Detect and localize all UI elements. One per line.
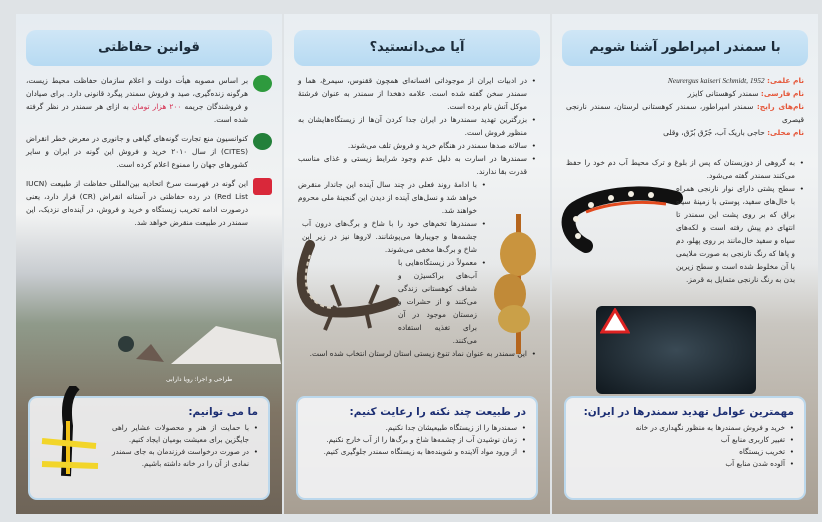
panel-conservation-laws	[16, 14, 282, 514]
scientific-name-row	[566, 74, 804, 87]
list-item: • سمندرها در اسارت به دلیل عدم وجود شرایط زیستی و غذای مناسب قدرت بقا ندارند.	[298, 152, 536, 178]
box-title: ما می توانیم:	[188, 406, 258, 418]
warning-sign-icon	[600, 308, 630, 334]
nature-tips-box	[296, 396, 538, 500]
field-value: سمندر امپراطور، سمندر کوهستانی لرستان، سمندر نارنجی قیصری	[566, 102, 804, 124]
list-item: • معمولاً در زیستگاه‌هایی با آب‌های براکسیژن و شفاف کوهستانی زندگی می‌کنند و از حشرات و زمستان موجود در آن برای تغذیه استفاده می‌کنند.	[398, 256, 486, 347]
field-label: نام‌های رایج:	[756, 102, 804, 111]
box-list	[40, 422, 258, 470]
list-item: • سالانه صدها سمندر در هنگام خرید و فروش تلف می‌شوند.	[298, 139, 536, 152]
list-item: • از ورود مواد آلاینده و شوینده‌ها به زیستگاه سمندر جلوگیری کنیم.	[308, 446, 526, 458]
law-text: این گونه در فهرست سرخ اتحادیه بین‌المللی حفاظت از طبیعت (IUCN Red List) در رده حفاظتی در آستانه انقراض (CR) قرار دارد، یعنی درصورت ادامه تخریب زیستگاه و خرید و فروش، در آینده‌ای نزدیک، این سمندر در طبیعت منقرض خواهد شد.	[26, 179, 248, 227]
iucn-red-list-logo-icon	[253, 178, 272, 195]
law-text: به ازای هر سمندر در نظر گرفته شده است.	[26, 102, 248, 124]
box-list	[576, 422, 794, 470]
field-value: حاجی باریک آب، جُرّق بُرّق، وقلی	[663, 128, 765, 137]
field-label: نام فارسی:	[760, 89, 804, 98]
panel-meet-emperor-newt	[552, 14, 818, 514]
tent-photo	[96, 304, 282, 374]
law-item	[26, 74, 272, 126]
list-item: • تخریب زیستگاه	[576, 446, 794, 458]
we-can-box	[28, 396, 270, 500]
design-credit: طراحی و اجرا: رویا دارابی	[166, 376, 233, 383]
threats-box	[564, 396, 806, 500]
list-item: • خرید و فروش سمندرها به منظور نگهداری در خانه	[576, 422, 794, 434]
list-item: • به گروهی از دوزیستان که پس از بلوغ و ترک محیط آب دم خود را حفظ می‌کنند سمندر گفته می‌شود.	[566, 156, 804, 182]
box-title: در طبیعت چند نکته را رعایت کنیم:	[349, 406, 526, 418]
environment-org-logo-icon	[253, 75, 272, 92]
facts-list	[298, 74, 536, 360]
list-item: • با ادامهٔ روند فعلی در چند سال آینده این جاندار منقرض خواهد شد و نسل‌های آینده از دیدن این گنجینهٔ ملی محروم خواهند شد.	[298, 178, 486, 217]
list-item: • سمندرها را از زیستگاه طبیعیشان جدا نکنیم.	[308, 422, 526, 434]
list-item: • این سمندر به عنوان نماد تنوع زیستی استان لرستان انتخاب شده است.	[298, 347, 536, 360]
panel-title: قوانین حفاظتی	[26, 30, 272, 66]
list-item: • با حمایت از هنر و محصولات عشایر راهی جایگزین برای معیشت بومیان ایجاد کنیم.	[112, 422, 258, 446]
list-item: • در ادبیات ایران از موجوداتی افسانه‌ای همچون ققنوس، سیمرغ، هما و سمندر سخن گفته شده است. علامه دهخدا از سمندر به عنوان فرشتهٔ موکل آتش نام برده است.	[298, 74, 536, 113]
list-item: • سطح پشتی دارای نوار نارنجی همراه با خال‌های سفید، پوستی با زمینهٔ سیاه براق که بر روی پشت این سمندر تا انتهای دم پیش رفته است و لکه‌های سیاه و سفید خال‌مانند بر روی پهلو، دم و پاها که رنگ نارنجی به صورت ملایمی با آن مخلوط شده است و سطح زیرین بدن به رنگ نارنجی متمایل به قرمز.	[676, 182, 804, 286]
list-item: • تغییر کاربری منابع آب	[576, 434, 794, 446]
panel-did-you-know	[284, 14, 550, 514]
list-item: • زمان نوشیدن آب از چشمه‌ها شاخ و برگ‌ها را از آب خارج نکنیم.	[308, 434, 526, 446]
description-list	[566, 156, 804, 286]
list-item: • در صورت درخواست فرزندمان به جای سمندر نمادی از آن را در خانه داشته باشیم.	[112, 446, 258, 470]
law-text: بر اساس مصوبه هیأت دولت و اعلام سازمان حفاظت محیط زیست، هرگونه زنده‌گیری، صید و فروش سمندر پیگرد قانونی دارد. برای صیادان و فروشندگان جریمه	[26, 76, 248, 111]
law-item	[26, 177, 272, 229]
field-value: سمندر کوهستانی کایزر	[687, 89, 759, 98]
panel-title: با سمندر امپراطور آشنا شویم	[562, 30, 808, 66]
cites-logo-icon	[253, 133, 272, 150]
local-name-row	[566, 126, 804, 139]
field-label: نام محلی:	[767, 128, 804, 137]
box-title: مهمترین عوامل تهدید سمندرها در ایران:	[583, 406, 794, 418]
common-names-row	[566, 100, 804, 126]
fine-amount: ۲۰۰ هزار تومان	[132, 102, 182, 111]
field-label: نام علمی:	[767, 76, 804, 85]
list-item: • سمندرها تخم‌های خود را با شاخ و برگ‌های درون آب چشمه‌ها و جویبارها می‌پوشانند. لاروها نیز در زیر این شاخ و برگ‌ها مخفی می‌شوند.	[302, 217, 486, 256]
persian-name-row	[566, 87, 804, 100]
laws-list	[26, 74, 272, 235]
names-section	[566, 74, 804, 139]
panel-title: آیا می‌دانستید؟	[294, 30, 540, 66]
law-item	[26, 132, 272, 171]
confiscated-newts-photo	[596, 306, 756, 394]
box-list	[308, 422, 526, 458]
list-item: • بزرگترین تهدید سمندرها در ایران جدا کردن آن‌ها از زیستگاه‌هایشان به منظور فروش است.	[298, 113, 536, 139]
law-text: کنوانسیون منع تجارت گونه‌های گیاهی و جانوری در معرض خطر انقراض (CITES) از سال ۲۰۱۰ خرید و فروش این گونه در ایران و سایر کشورهای جهان را ممنوع اعلام کرده است.	[26, 134, 248, 169]
field-value: Neurergus kaiseri Schmidt, 1952	[667, 76, 765, 85]
list-item: • آلوده شدن منابع آب	[576, 458, 794, 470]
